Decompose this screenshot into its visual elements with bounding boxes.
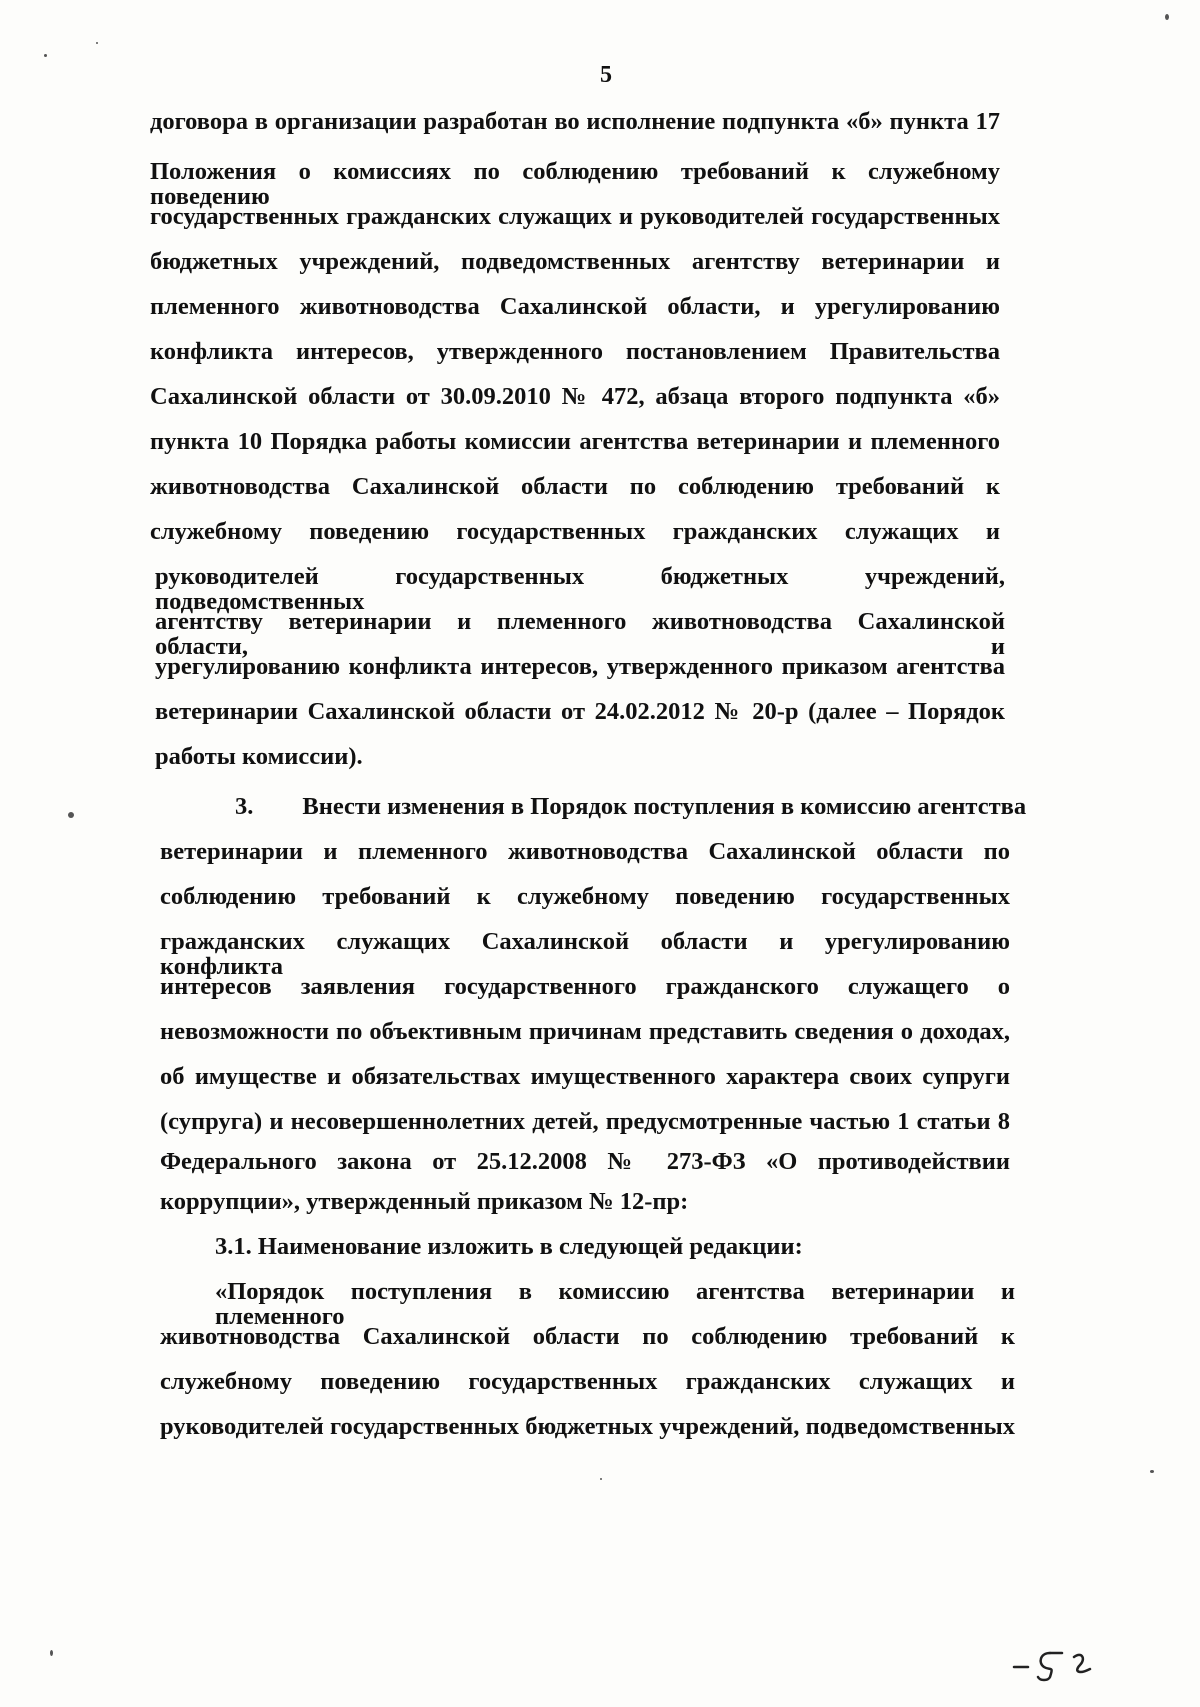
text-line: служебному поведению государственных гражданских служащих и	[150, 518, 1000, 545]
scan-speck	[44, 54, 47, 57]
text-line: пункта 10 Порядка работы комиссии агентства ветеринарии и племенного	[150, 428, 1000, 455]
text-line: невозможности по объективным причинам представить сведения о доходах,	[160, 1018, 1010, 1045]
scan-speck	[1165, 14, 1169, 20]
scan-speck	[50, 1650, 53, 1656]
text-line: животноводства Сахалинской области по соблюдению требований к	[160, 1323, 1015, 1350]
text-line: ветеринарии Сахалинской области от 24.02.2012 № 20-р (далее – Порядок	[155, 698, 1005, 725]
scan-speck	[96, 42, 98, 44]
text-line: об имуществе и обязательствах имущественного характера своих супруги	[160, 1063, 1010, 1090]
text-line: работы комиссии).	[155, 743, 363, 770]
text-line: договора в организации разработан во исполнение подпункта «б» пункта 17	[150, 108, 1000, 135]
text-line: Федерального закона от 25.12.2008 № 273-ФЗ «О противодействии	[160, 1148, 1010, 1175]
text-line: «Порядок поступления в комиссию агентства ветеринарии и племенного	[215, 1278, 1015, 1330]
text-line: (супруга) и несовершеннолетних детей, предусмотренные частью 1 статьи 8	[160, 1108, 1010, 1135]
text-line: соблюдению требований к служебному поведению государственных	[160, 883, 1010, 910]
text-line: урегулированию конфликта интересов, утвержденного приказом агентства	[155, 653, 1005, 680]
text-line: руководителей государственных бюджетных учреждений, подведомственных	[155, 563, 1005, 615]
text-line: ветеринарии и племенного животноводства Сахалинской области по	[160, 838, 1010, 865]
scan-speck	[1150, 1470, 1154, 1473]
scan-speck	[68, 812, 74, 818]
scan-speck	[600, 1478, 602, 1480]
text-line: Положения о комиссиях по соблюдению требований к служебному поведению	[150, 158, 1000, 210]
text-line: государственных гражданских служащих и руководителей государственных	[150, 203, 1000, 230]
handwritten-mark-icon	[1010, 1645, 1120, 1685]
text-line: служебному поведению государственных гражданских служащих и	[160, 1368, 1015, 1395]
text-line: животноводства Сахалинской области по соблюдению требований к	[150, 473, 1000, 500]
text-line: коррупции», утвержденный приказом № 12-пр:	[160, 1188, 689, 1215]
text-line: 3. Внести изменения в Порядок поступления в комиссию агентства	[235, 793, 1027, 820]
text-line: интересов заявления государственного гражданского служащего о	[160, 973, 1010, 1000]
text-line: агентству ветеринарии и племенного животноводства Сахалинской области, и	[155, 608, 1005, 660]
page-number: 5	[600, 62, 612, 88]
text-line: руководителей государственных бюджетных учреждений, подведомственных	[160, 1413, 1015, 1440]
text-line: Сахалинской области от 30.09.2010 № 472, абзаца второго подпункта «б»	[150, 383, 1000, 410]
text-line: бюджетных учреждений, подведомственных агентству ветеринарии и	[150, 248, 1000, 275]
text-line: конфликта интересов, утвержденного постановлением Правительства	[150, 338, 1000, 365]
text-line: гражданских служащих Сахалинской области и урегулированию конфликта	[160, 928, 1010, 980]
text-line: 3.1. Наименование изложить в следующей редакции:	[215, 1233, 803, 1260]
text-line: племенного животноводства Сахалинской области, и урегулированию	[150, 293, 1000, 320]
